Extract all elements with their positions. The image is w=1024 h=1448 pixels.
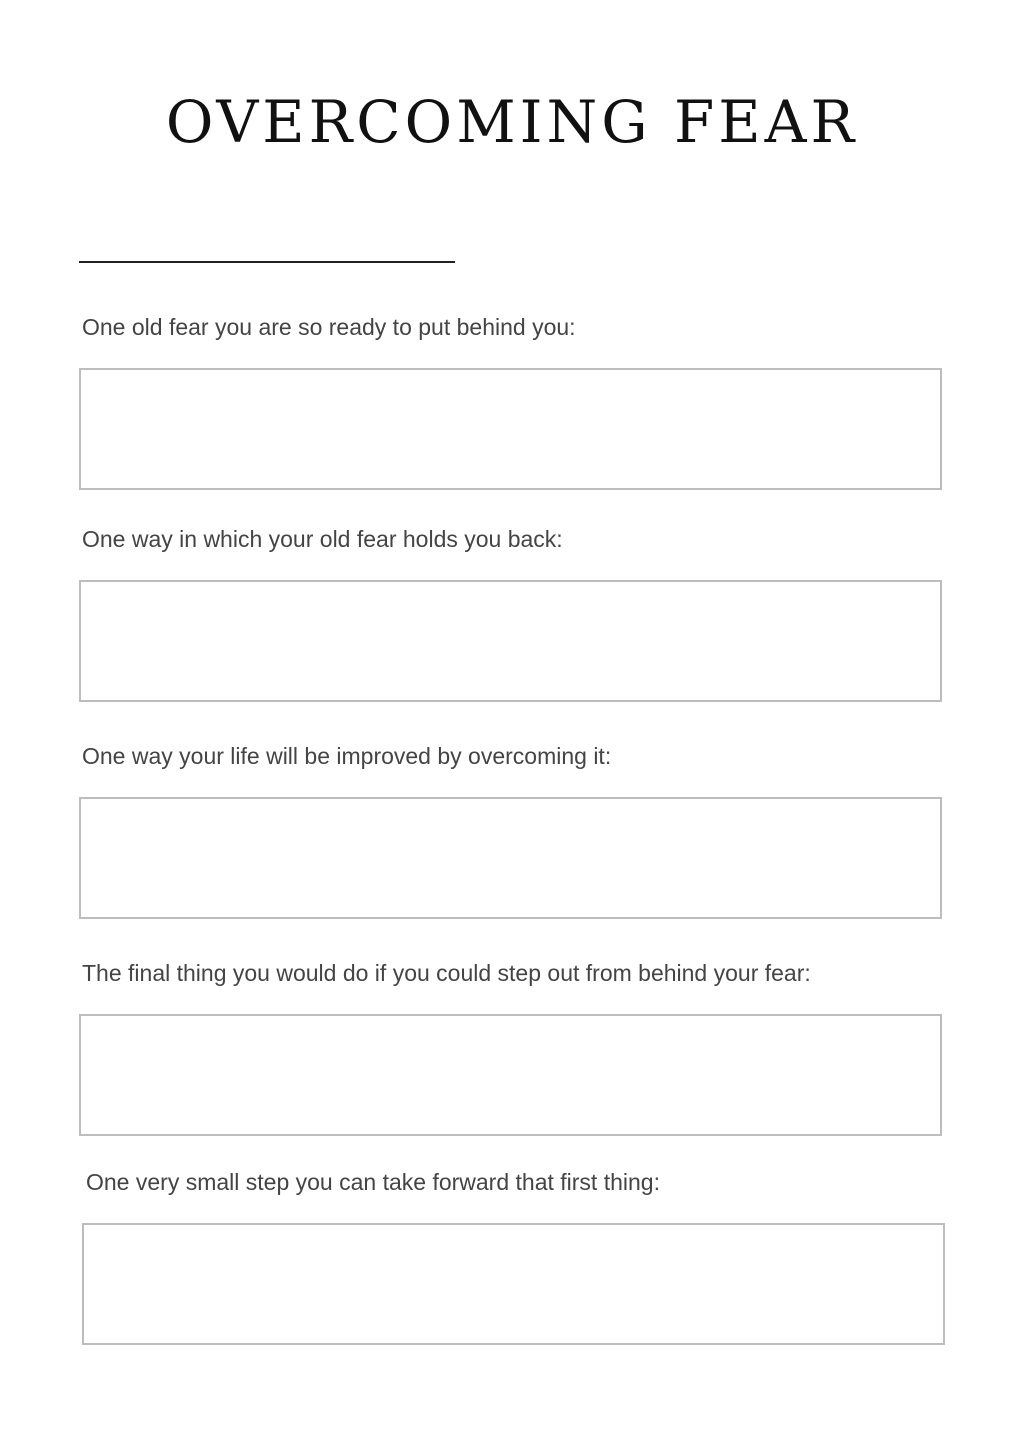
answer-box-2[interactable] (79, 580, 942, 702)
name-underline (79, 261, 455, 263)
answer-box-5[interactable] (82, 1223, 945, 1345)
answer-box-1[interactable] (79, 368, 942, 490)
page-title: OVERCOMING FEAR (165, 88, 859, 156)
prompt-label-1: One old fear you are so ready to put behind you: (82, 314, 576, 340)
prompt-label-3: One way your life will be improved by overcoming it: (82, 743, 612, 769)
answer-box-4[interactable] (79, 1014, 942, 1136)
prompt-label-5: One very small step you can take forward that first thing: (86, 1169, 660, 1195)
answer-box-3[interactable] (79, 797, 942, 919)
prompt-label-2: One way in which your old fear holds you back: (82, 526, 563, 552)
prompt-label-4: The final thing you would do if you could step out from behind your fear: (82, 960, 811, 986)
